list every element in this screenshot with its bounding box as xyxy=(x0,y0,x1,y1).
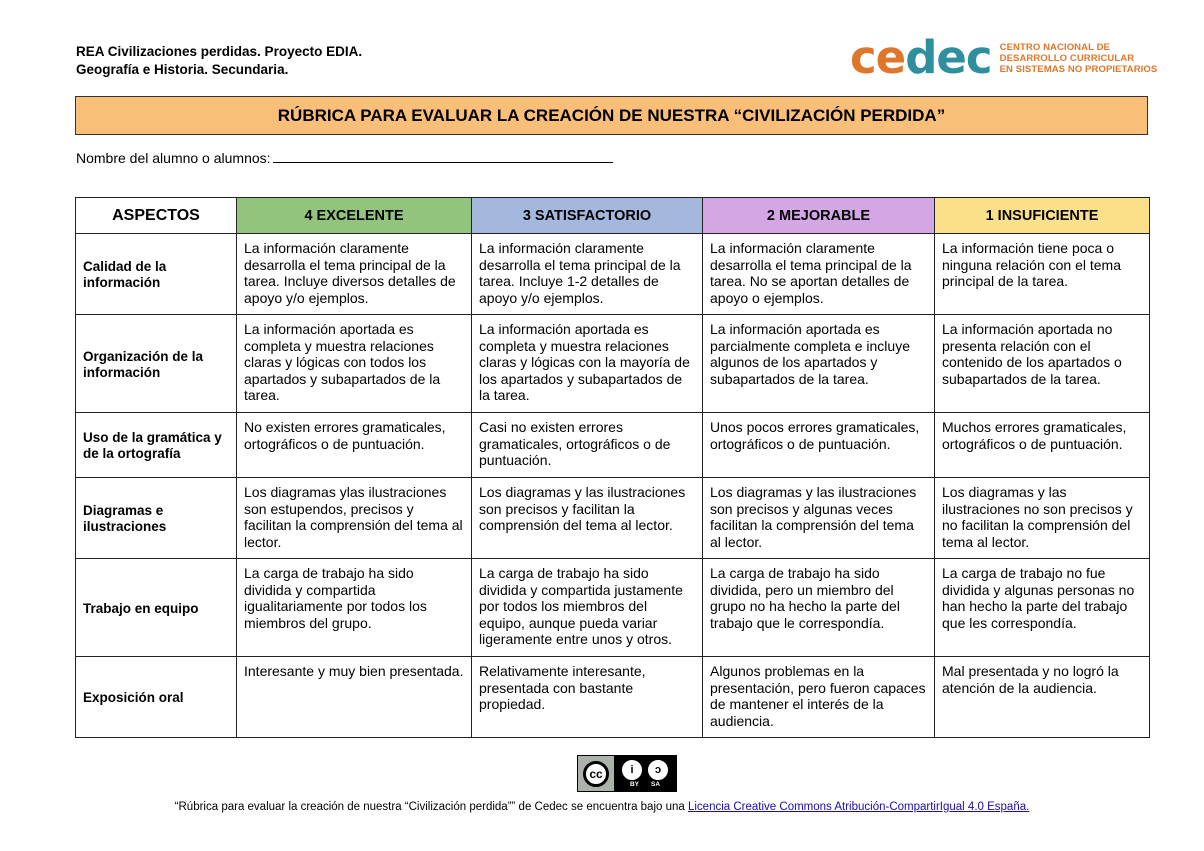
footer-text: “Rúbrica para evaluar la creación de nuestra “Civilización perdida”” de Cedec se encuentra bajo una xyxy=(174,801,688,813)
criteria-cell: La información claramente desarrolla el tema principal de la tarea. Incluye 1-2 detalles de apoyo y/o ejemplos. xyxy=(472,234,703,315)
logo-subtitle-3: EN SISTEMAS NO PROPIETARIOS xyxy=(999,63,1158,75)
cc-by-label: BY xyxy=(629,780,639,788)
aspect-cell: Exposición oral xyxy=(76,657,237,738)
criteria-cell: Relativamente interesante, presentada con bastante propiedad. xyxy=(472,657,703,738)
aspect-cell: Calidad de la información xyxy=(76,234,237,315)
logo-subtitle xyxy=(1000,42,1158,75)
criteria-cell: No existen errores gramaticales, ortográficos o de puntuación. xyxy=(237,413,472,478)
logo-subtitle-2: DESARROLLO CURRICULAR xyxy=(999,52,1135,64)
table-row xyxy=(76,234,1150,315)
student-name-line[interactable] xyxy=(273,148,613,163)
student-name-label: Nombre del alumno o alumnos: xyxy=(76,150,271,166)
rubric-header-row xyxy=(76,198,1150,234)
criteria-cell: Interesante y muy bien presentada. xyxy=(237,657,472,738)
criteria-cell: La información aportada no presenta relación con el contenido de los apartados o subapartados de la tarea. xyxy=(935,315,1150,413)
share-alike-icon: ↄ xyxy=(648,760,668,780)
cc-sa-label: SA xyxy=(651,780,661,788)
criteria-cell: La carga de trabajo no fue dividida y algunas personas no han hecho la parte del trabajo que les correspondía. xyxy=(935,559,1150,657)
license-footer xyxy=(0,801,1204,813)
cc-badge-labels xyxy=(630,781,660,788)
header-insuficiente: 1 INSUFICIENTE xyxy=(935,198,1150,234)
aspect-cell: Trabajo en equipo xyxy=(76,559,237,657)
table-row xyxy=(76,413,1150,478)
criteria-cell: La carga de trabajo ha sido dividida y compartida justamente por todos los miembros del equipo, aunque pueda variar ligeramente entre unos y otros. xyxy=(472,559,703,657)
criteria-cell: Los diagramas y las ilustraciones no son precisos y no facilitan la comprensión del tema al lector. xyxy=(935,478,1150,559)
cc-badge-left xyxy=(578,756,614,791)
logo-subtitle-1: CENTRO NACIONAL DE xyxy=(999,41,1110,53)
criteria-cell: Algunos problemas en la presentación, pero fueron capaces de mantener el interés de la audiencia. xyxy=(703,657,935,738)
document-header xyxy=(76,43,362,79)
header-mejorable: 2 MEJORABLE xyxy=(703,198,935,234)
cc-badge-icons xyxy=(622,760,668,780)
criteria-cell: La información aportada es parcialmente completa e incluye algunos de los apartados y subapartados de la tarea. xyxy=(703,315,935,413)
criteria-cell: Unos pocos errores gramaticales, ortográficos o de puntuación. xyxy=(703,413,935,478)
header-line-2: Geografía e Historia. Secundaria. xyxy=(76,62,289,77)
rubric-table xyxy=(75,197,1150,738)
page-title: RÚBRICA PARA EVALUAR LA CREACIÓN DE NUESTRA “CIVILIZACIÓN PERDIDA” xyxy=(75,96,1148,135)
aspect-cell: Uso de la gramática y de la ortografía xyxy=(76,413,237,478)
logo-part-1: ce xyxy=(850,31,906,84)
criteria-cell: La carga de trabajo ha sido dividida y compartida igualitariamente por todos los miembros del grupo. xyxy=(237,559,472,657)
aspect-cell: Diagramas e ilustraciones xyxy=(76,478,237,559)
license-link[interactable]: Licencia Creative Commons Atribución-CompartirIgual 4.0 España. xyxy=(687,801,1030,813)
cc-license-badge[interactable] xyxy=(577,755,677,792)
criteria-cell: La información aportada es completa y muestra relaciones claras y lógicas con todos los apartados y subapartados de la tarea. xyxy=(237,315,472,413)
cc-badge-right xyxy=(614,756,676,791)
attribution-icon: i xyxy=(622,760,642,780)
criteria-cell: Los diagramas y las ilustraciones son precisos y algunas veces facilitan la comprensión del tema al lector. xyxy=(703,478,935,559)
criteria-cell: La carga de trabajo ha sido dividida, pero un miembro del grupo no ha hecho la parte del trabajo que le correspondía. xyxy=(703,559,935,657)
criteria-cell: Muchos errores gramaticales, ortográficos o de puntuación. xyxy=(935,413,1150,478)
criteria-cell: La información claramente desarrolla el tema principal de la tarea. No se aportan detalles de apoyo o ejemplos. xyxy=(703,234,935,315)
criteria-cell: La información claramente desarrolla el tema principal de la tarea. Incluye diversos detalles de apoyo y/o ejemplos. xyxy=(237,234,472,315)
criteria-cell: Casi no existen errores gramaticales, ortográficos o de puntuación. xyxy=(472,413,703,478)
criteria-cell: Los diagramas y las ilustraciones son precisos y facilitan la comprensión del tema al lector. xyxy=(472,478,703,559)
header-line-1: REA Civilizaciones perdidas. Proyecto EDIA. xyxy=(76,44,363,59)
table-row xyxy=(76,478,1150,559)
table-row xyxy=(76,657,1150,738)
table-row xyxy=(76,559,1150,657)
student-name-row xyxy=(76,148,613,166)
criteria-cell: La información aportada es completa y muestra relaciones claras y lógicas con la mayoría de los apartados y subapartados de la tarea. xyxy=(472,315,703,413)
criteria-cell: Los diagramas ylas ilustraciones son estupendos, precisos y facilitan la comprensión del tema al lector. xyxy=(237,478,472,559)
table-row xyxy=(76,315,1150,413)
header-excelente: 4 EXCELENTE xyxy=(237,198,472,234)
cc-icon: cc xyxy=(583,761,609,787)
criteria-cell: La información tiene poca o ninguna relación con el tema principal de la tarea. xyxy=(935,234,1150,315)
aspect-cell: Organización de la información xyxy=(76,315,237,413)
header-aspectos: ASPECTOS xyxy=(76,198,237,234)
logo-part-2: dec xyxy=(905,31,992,84)
header-satisfactorio: 3 SATISFACTORIO xyxy=(472,198,703,234)
logo-wordmark xyxy=(850,31,992,84)
cedec-logo xyxy=(850,31,1158,84)
criteria-cell: Mal presentada y no logró la atención de la audiencia. xyxy=(935,657,1150,738)
